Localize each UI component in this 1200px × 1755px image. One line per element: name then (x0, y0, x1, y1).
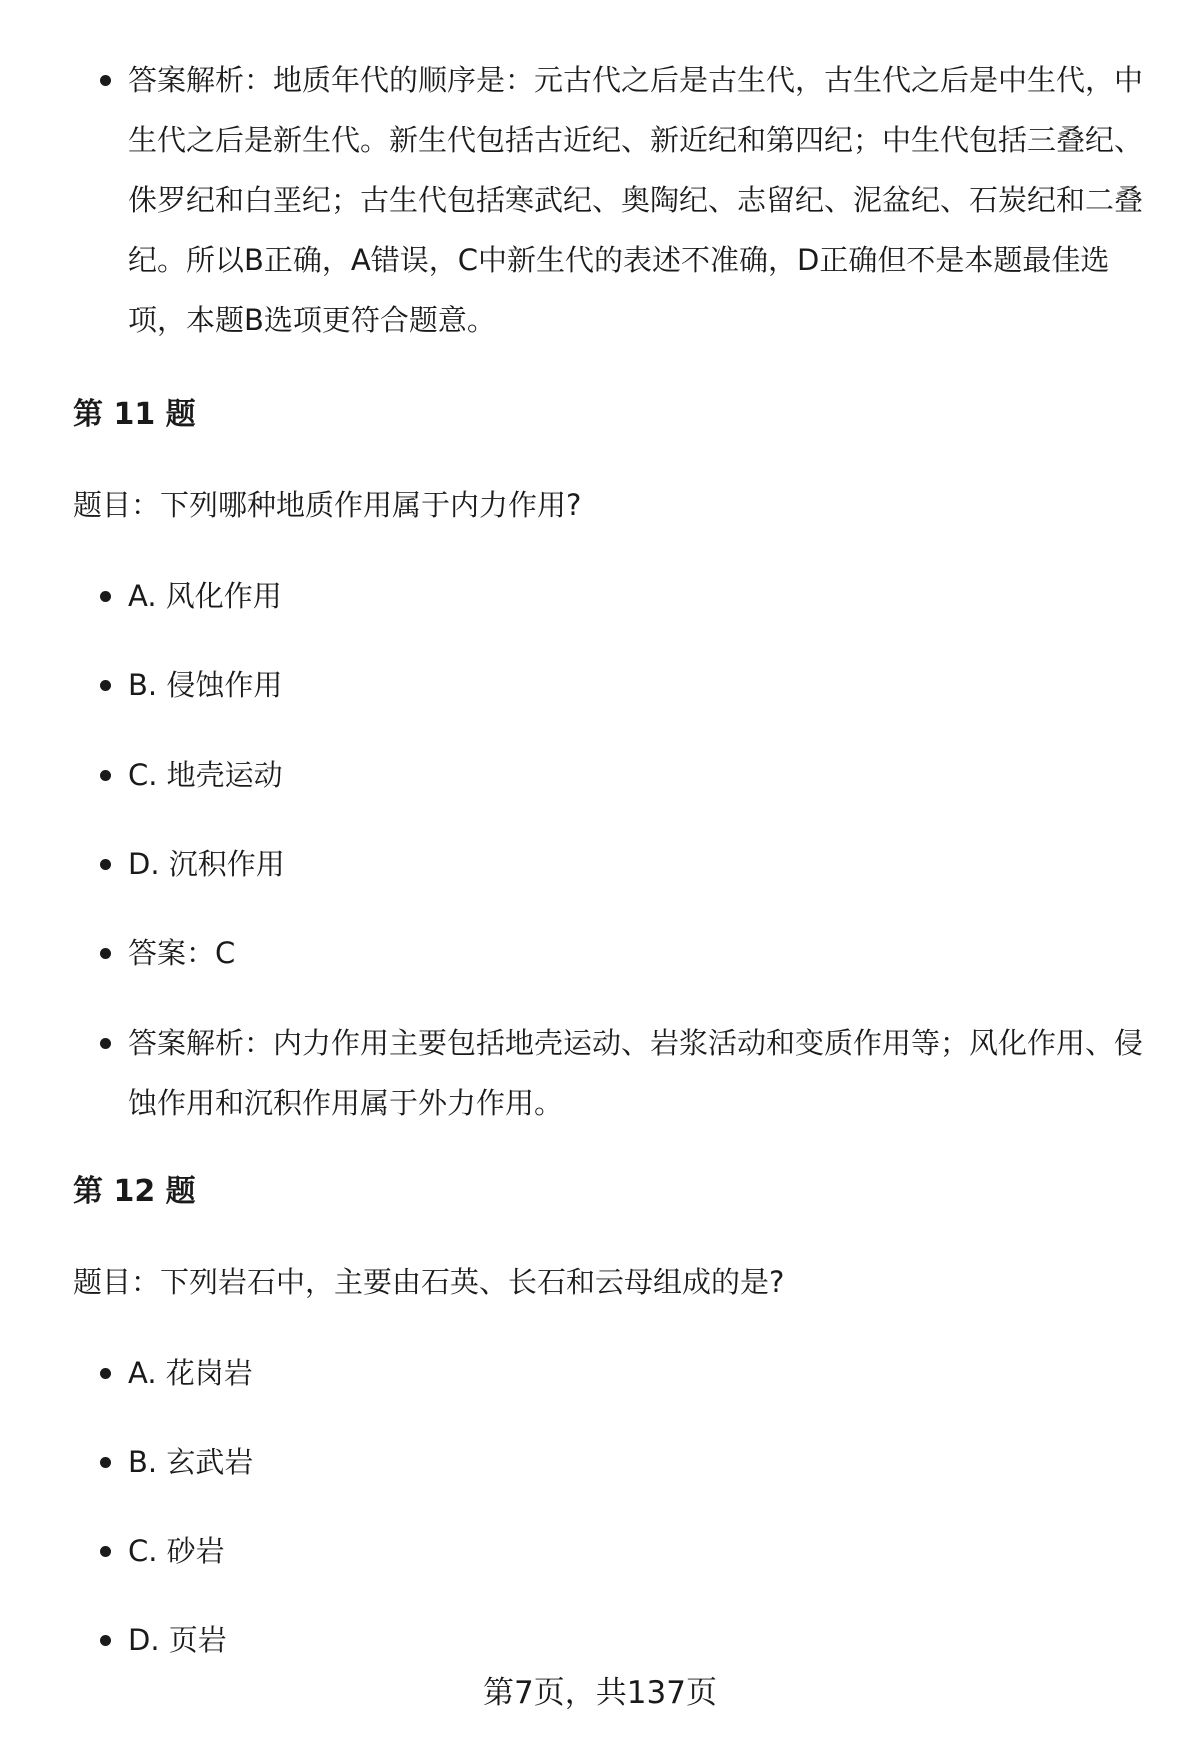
question-12-text: 题目：下列岩石中，主要由石英、长石和云母组成的是? (73, 1265, 785, 1299)
prev-answer-analysis: 答案解析：地质年代的顺序是：元古代之后是古生代，古生代之后是中生代，中生代之后是新生代。新生代包括古近纪、新近纪和第四纪；中生代包括三叠纪、侏罗纪和白垩纪；古生代包括寒武纪、奥陶纪、志留纪、泥盆纪、石炭纪和二叠纪。所以B正确，A错误，C中新生代的表述不准确，D正确但不是本题最佳选项，本题B选项更符合题意。 (128, 50, 1148, 350)
question-11-answer: 答案：C (128, 923, 1148, 983)
question-11-option-d: D. 沉积作用 (128, 834, 1148, 894)
page-footer: 第7页，共137页 (483, 1675, 717, 1711)
question-12-option-d: D. 页岩 (128, 1610, 1148, 1670)
question-11-option-b: B. 侵蚀作用 (128, 655, 1148, 715)
question-12-option-c: C. 砂岩 (128, 1521, 1148, 1581)
question-12-heading: 第 12 题 (73, 1174, 196, 1209)
question-11-option-a: A. 风化作用 (128, 566, 1148, 626)
question-12-option-a: A. 花岗岩 (128, 1343, 1148, 1403)
question-12-option-b: B. 玄武岩 (128, 1432, 1148, 1492)
question-11-analysis: 答案解析：内力作用主要包括地壳运动、岩浆活动和变质作用等；风化作用、侵蚀作用和沉积作用属于外力作用。 (128, 1013, 1148, 1133)
question-11-heading: 第 11 题 (73, 397, 196, 432)
question-11-text: 题目：下列哪种地质作用属于内力作用? (73, 488, 582, 522)
question-11-option-c: C. 地壳运动 (128, 745, 1148, 805)
